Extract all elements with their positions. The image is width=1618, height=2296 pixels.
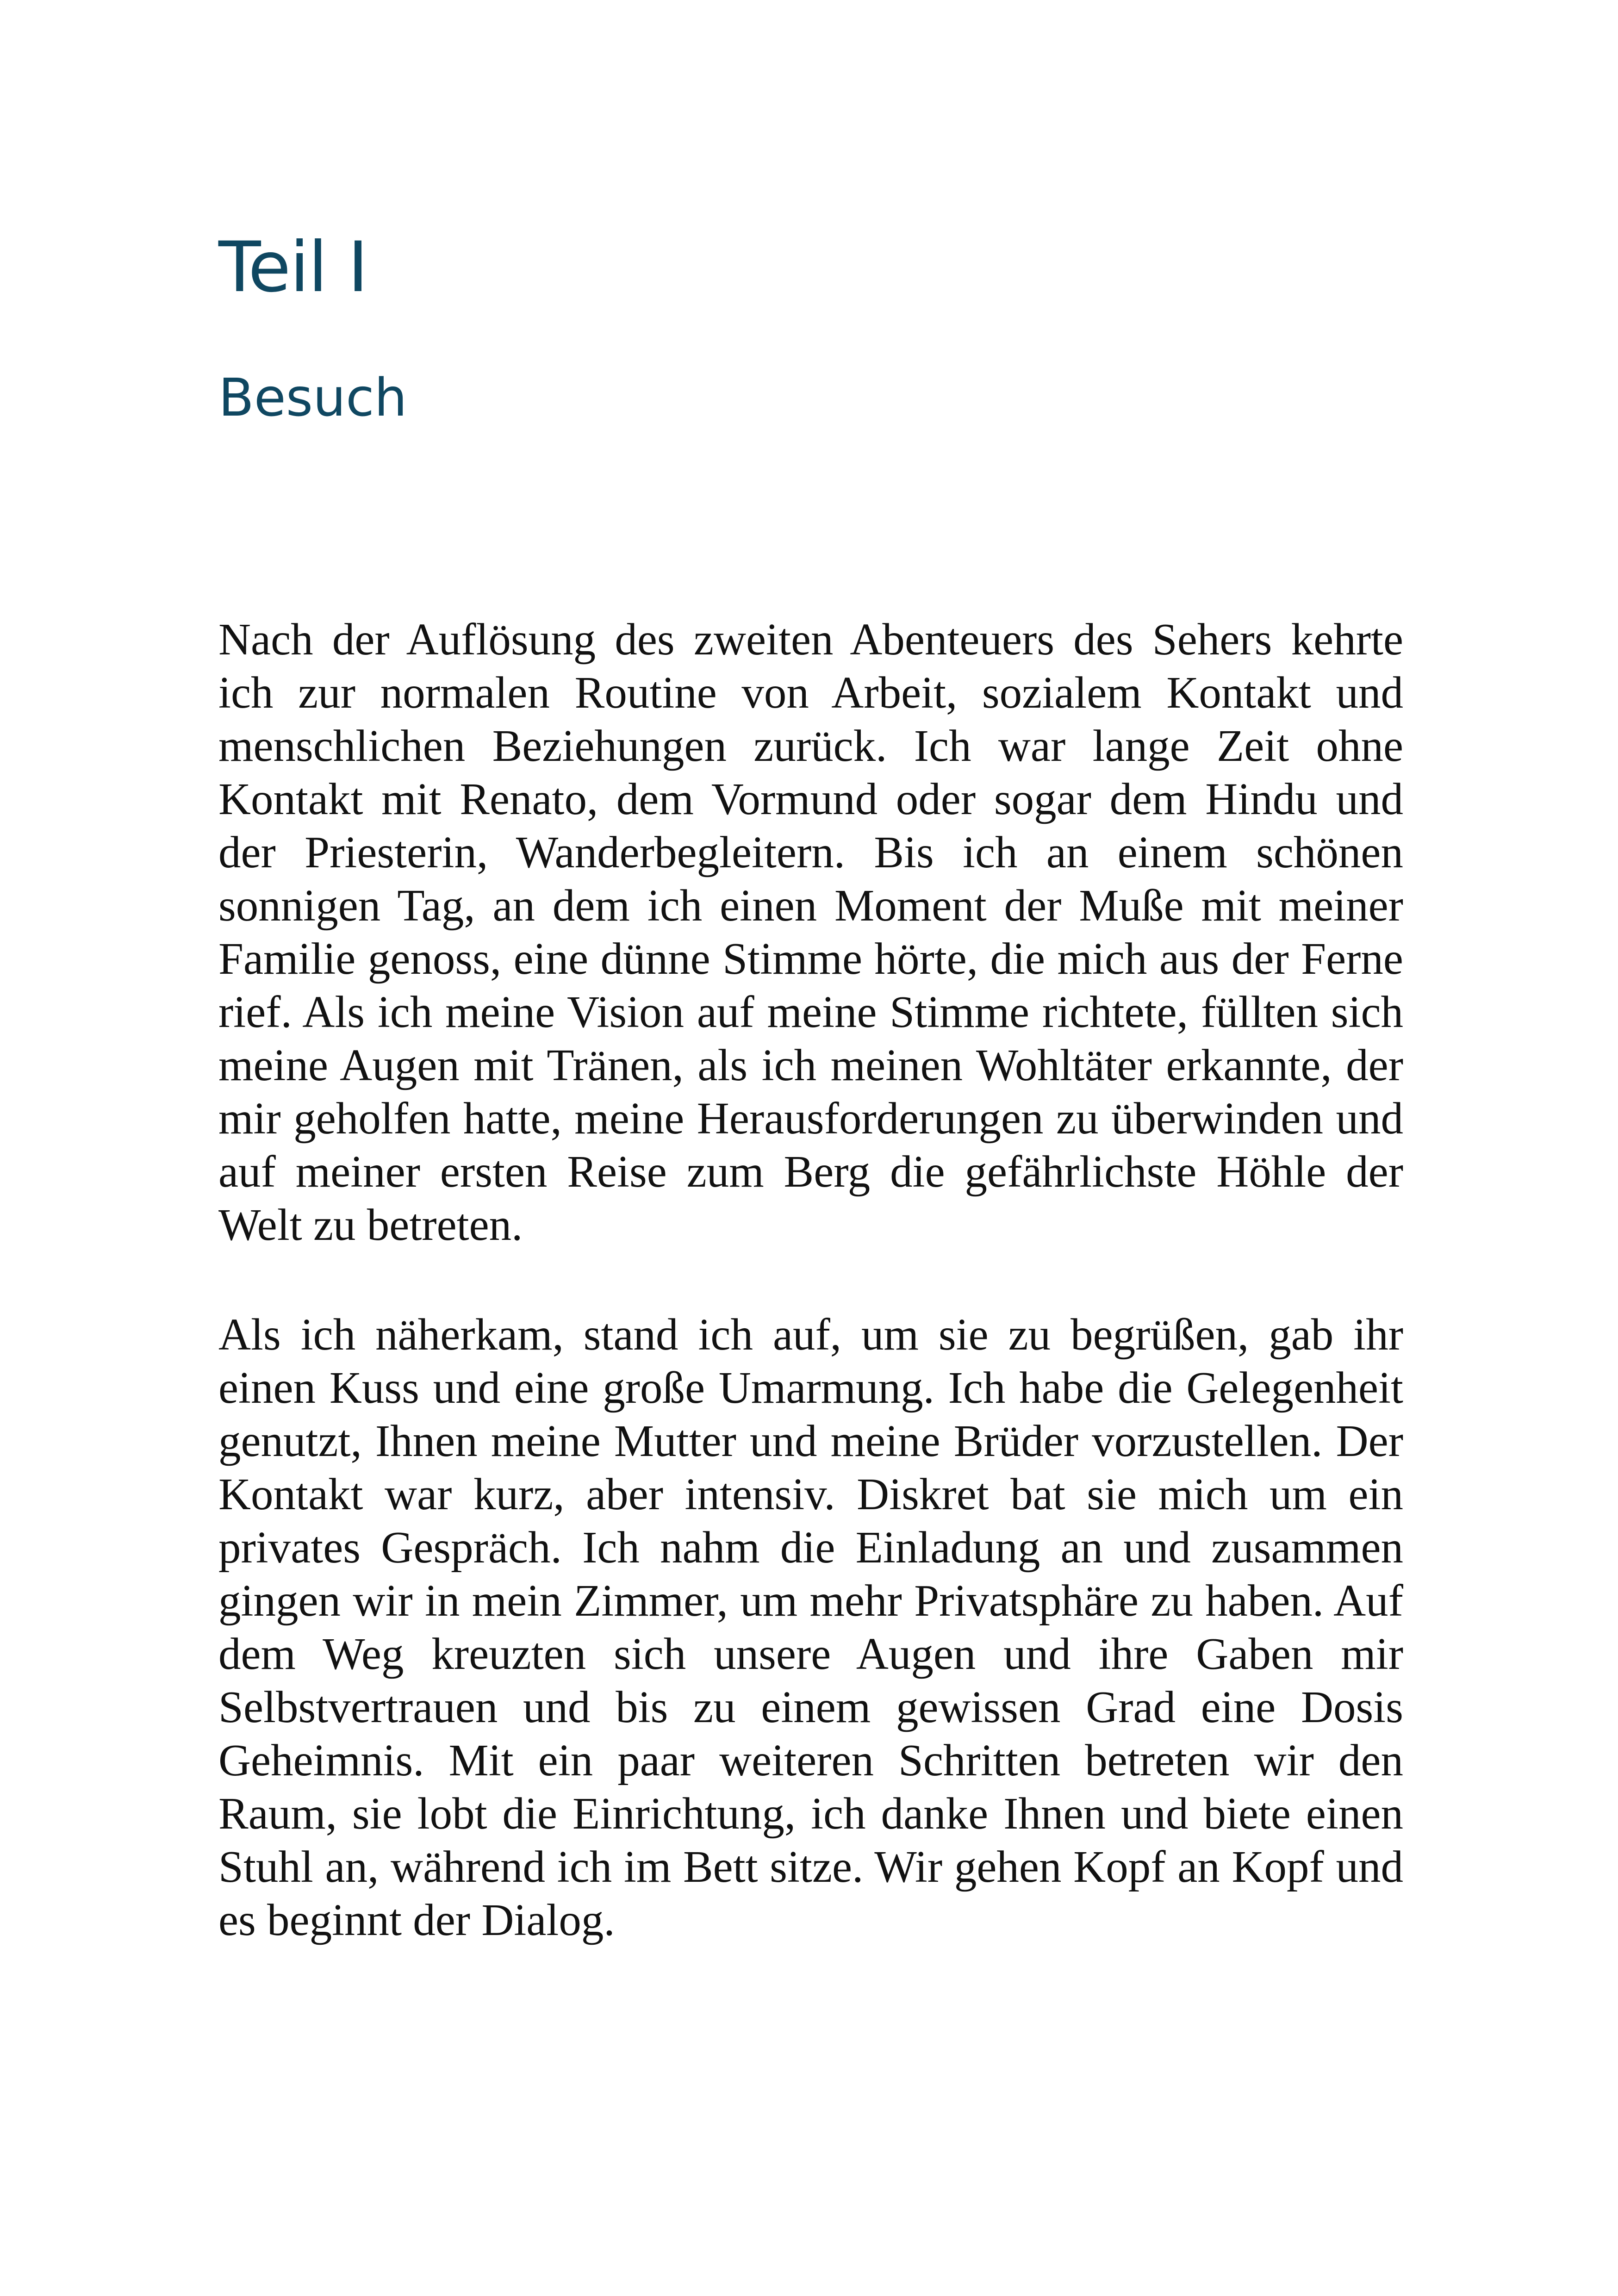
- chapter-title: Besuch: [218, 368, 407, 428]
- part-title: Teil I: [218, 227, 367, 308]
- body-paragraph: Als ich näherkam, stand ich auf, um sie zu begrüßen, gab ihr einen Kuss und eine große Umarmung. Ich habe die Gelegenheit genutzt, Ihnen meine Mutter und meine Brüder vorzustellen. Der Kontakt war kurz, aber intensiv. Diskret bat sie mich um ein privates Gespräch. Ich nahm die Einladung an und zusammen gingen wir in mein Zimmer, um mehr Privatsphäre zu haben. Auf dem Weg kreuzten sich unsere Augen und ihre Gaben mir Selbstvertrauen und bis zu einem gewissen Grad eine Dosis Geheimnis. Mit ein paar weiteren Schritten betreten wir den Raum, sie lobt die Einrichtung, ich danke Ihnen und biete einen Stuhl an, während ich im Bett sitze. Wir gehen Kopf an Kopf und es beginnt der Dialog.: [218, 1310, 1403, 1945]
- body-paragraph: Nach der Auflösung des zweiten Abenteuers des Sehers kehrte ich zur normalen Routine von Arbeit, sozialem Kontakt und menschlichen Beziehungen zurück. Ich war lange Zeit ohne Kontakt mit Renato, dem Vormund oder sogar dem Hindu und der Priesterin, Wanderbegleitern. Bis ich an einem schönen sonnigen Tag, an dem ich einen Moment der Muße mit meiner Familie genoss, eine dünne Stimme hörte, die mich aus der Ferne rief. Als ich meine Vision auf meine Stimme richtete, füllten sich meine Augen mit Tränen, als ich meinen Wohltäter erkannte, der mir geholfen hatte, meine Herausforderungen zu überwinden und auf meiner ersten Reise zum Berg die gefährlichste Höhle der Welt zu betreten.: [218, 615, 1403, 1250]
